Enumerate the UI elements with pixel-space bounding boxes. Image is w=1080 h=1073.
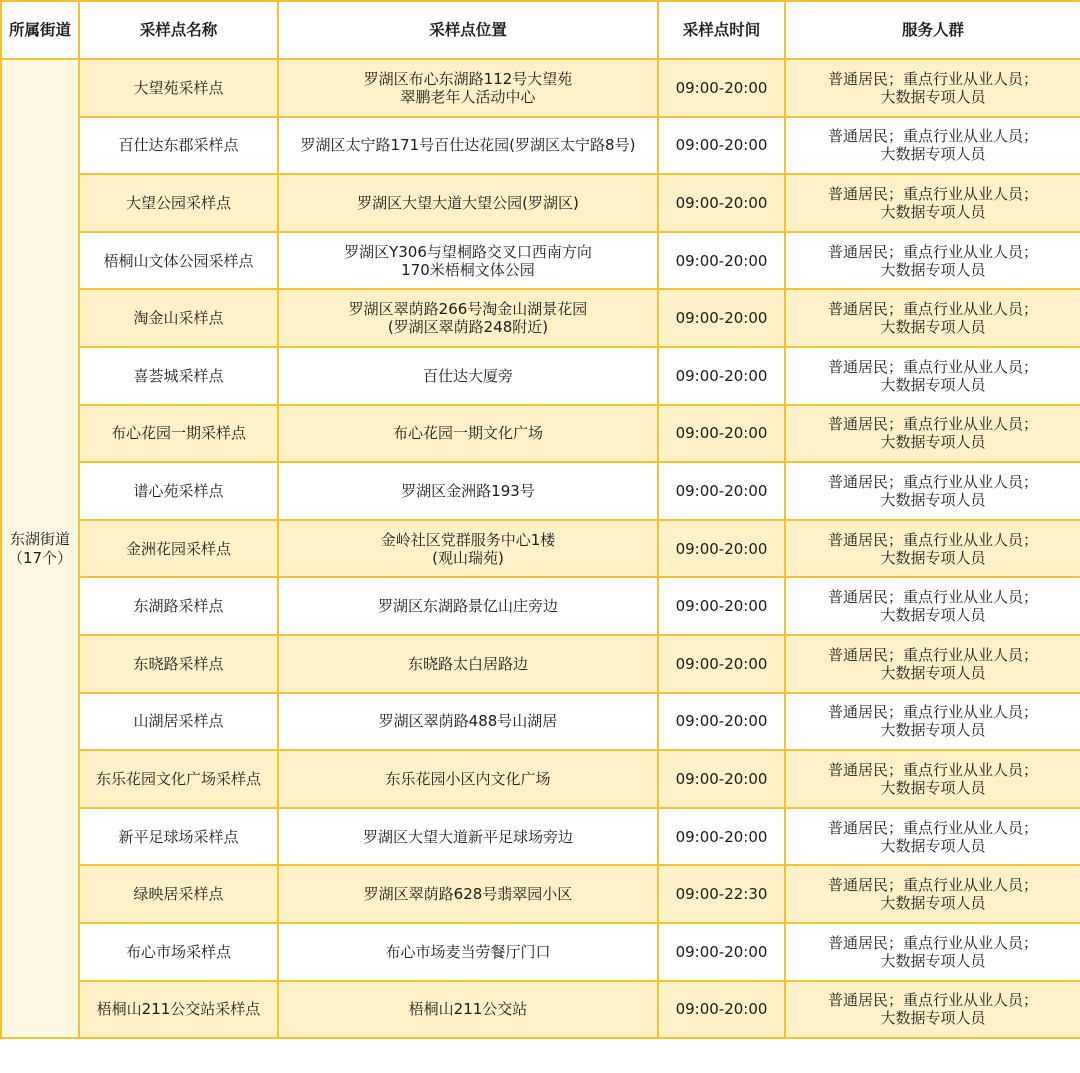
site-location-line: 罗湖区大望大道新平足球场旁边	[362, 827, 573, 846]
site-service-line: 普通居民；重点行业从业人员；	[827, 300, 1038, 319]
site-service-line: 大数据专项人员	[880, 778, 986, 797]
site-time: 09:00-20:00	[658, 289, 785, 347]
site-name: 金洲花园采样点	[79, 520, 278, 578]
site-service	[785, 174, 1080, 232]
site-service-line: 大数据专项人员	[880, 202, 986, 221]
site-location-line: 翠鹏老年人活动中心	[400, 87, 536, 106]
table-row	[1, 923, 1080, 981]
table-row	[1, 520, 1080, 578]
site-name: 梧桐山211公交站采样点	[79, 981, 278, 1039]
site-name: 谱心苑采样点	[79, 462, 278, 520]
site-service	[785, 232, 1080, 290]
site-time: 09:00-20:00	[658, 577, 785, 635]
site-location-line: 布心市场麦当劳餐厅门口	[385, 942, 551, 961]
site-service-line: 大数据专项人员	[880, 375, 986, 394]
site-location	[278, 808, 658, 866]
site-location	[278, 174, 658, 232]
site-service-line: 普通居民；重点行业从业人员；	[827, 242, 1038, 261]
site-location-line: 罗湖区翠荫路488号山湖居	[378, 712, 558, 731]
table-row	[1, 808, 1080, 866]
site-service-line: 大数据专项人员	[880, 606, 986, 625]
site-location-line: 170米梧桐文体公园	[401, 260, 535, 279]
site-name: 百仕达东郡采样点	[79, 117, 278, 175]
site-location-line: (罗湖区翠荫路248附近)	[387, 318, 549, 337]
site-time: 09:00-20:00	[658, 232, 785, 290]
site-service-line: 普通居民；重点行业从业人员；	[827, 184, 1038, 203]
site-location-line: 东晓路太白居路边	[407, 654, 528, 673]
site-location-line: 东乐花园小区内文化广场	[385, 769, 551, 788]
table-row	[1, 59, 1080, 117]
site-location-line: 罗湖区布心东湖路112号大望苑	[363, 69, 573, 88]
site-location	[278, 117, 658, 175]
site-service	[785, 289, 1080, 347]
site-service-line: 普通居民；重点行业从业人员；	[827, 530, 1038, 549]
table-row	[1, 981, 1080, 1039]
header-row	[1, 1, 1080, 59]
site-service	[785, 750, 1080, 808]
site-service-line: 大数据专项人员	[880, 318, 986, 337]
site-service	[785, 347, 1080, 405]
site-service	[785, 405, 1080, 463]
site-location	[278, 232, 658, 290]
site-service-line: 普通居民；重点行业从业人员；	[827, 703, 1038, 722]
table-row	[1, 232, 1080, 290]
site-service	[785, 693, 1080, 751]
site-service	[785, 923, 1080, 981]
site-location-line: 罗湖区翠荫路628号翡翠园小区	[363, 885, 573, 904]
site-service-line: 大数据专项人员	[880, 836, 986, 855]
site-location-line: 罗湖区东湖路景亿山庄旁边	[377, 597, 558, 616]
table-row	[1, 347, 1080, 405]
site-service-line: 普通居民；重点行业从业人员；	[827, 357, 1038, 376]
site-service	[785, 635, 1080, 693]
site-location	[278, 577, 658, 635]
site-service	[785, 865, 1080, 923]
site-service-line: 大数据专项人员	[880, 433, 986, 452]
site-service-line: 大数据专项人员	[880, 260, 986, 279]
site-name: 淘金山采样点	[79, 289, 278, 347]
site-location-line: 罗湖区大望大道大望公园(罗湖区)	[357, 193, 579, 212]
site-location	[278, 59, 658, 117]
table-row	[1, 174, 1080, 232]
header-time: 采样点时间	[658, 1, 785, 59]
site-service-line: 大数据专项人员	[880, 490, 986, 509]
site-service-line: 大数据专项人员	[880, 145, 986, 164]
site-service	[785, 117, 1080, 175]
table-row	[1, 289, 1080, 347]
site-location	[278, 520, 658, 578]
site-service-line: 普通居民；重点行业从业人员；	[827, 876, 1038, 895]
site-name: 喜荟城采样点	[79, 347, 278, 405]
district-cell	[1, 59, 79, 1038]
site-time: 09:00-22:30	[658, 865, 785, 923]
table-row	[1, 635, 1080, 693]
site-name: 东乐花园文化广场采样点	[79, 750, 278, 808]
site-location-line: 罗湖区太宁路171号百仕达花园(罗湖区太宁路8号)	[300, 136, 636, 155]
site-location	[278, 635, 658, 693]
district-count: （17个）	[7, 548, 73, 567]
site-service-line: 大数据专项人员	[880, 951, 986, 970]
table-row	[1, 865, 1080, 923]
site-service	[785, 981, 1080, 1039]
site-location-line: 布心花园一期文化广场	[392, 424, 543, 443]
site-name: 东湖路采样点	[79, 577, 278, 635]
site-location	[278, 289, 658, 347]
table-header	[1, 1, 1080, 59]
site-name: 山湖居采样点	[79, 693, 278, 751]
table-row	[1, 462, 1080, 520]
site-service	[785, 462, 1080, 520]
table-row	[1, 750, 1080, 808]
site-time: 09:00-20:00	[658, 750, 785, 808]
site-service-line: 普通居民；重点行业从业人员；	[827, 645, 1038, 664]
site-location-line: 梧桐山211公交站	[408, 1000, 528, 1019]
site-service	[785, 59, 1080, 117]
site-time: 09:00-20:00	[658, 981, 785, 1039]
site-location-line: 罗湖区金洲路193号	[401, 481, 535, 500]
site-time: 09:00-20:00	[658, 635, 785, 693]
site-service-line: 普通居民；重点行业从业人员；	[827, 760, 1038, 779]
site-time: 09:00-20:00	[658, 923, 785, 981]
site-service-line: 普通居民；重点行业从业人员；	[827, 588, 1038, 607]
site-service-line: 普通居民；重点行业从业人员；	[827, 127, 1038, 146]
site-location-line: (观山瑞苑)	[432, 548, 504, 567]
site-time: 09:00-20:00	[658, 520, 785, 578]
site-location-line: 金岭社区党群服务中心1楼	[380, 530, 556, 549]
site-service-line: 大数据专项人员	[880, 87, 986, 106]
site-location	[278, 693, 658, 751]
header-name: 采样点名称	[79, 1, 278, 59]
site-time: 09:00-20:00	[658, 462, 785, 520]
site-location-line: 罗湖区翠荫路266号淘金山湖景花园	[348, 300, 588, 319]
site-service-line: 大数据专项人员	[880, 721, 986, 740]
site-location	[278, 405, 658, 463]
table-row	[1, 405, 1080, 463]
site-location	[278, 750, 658, 808]
site-name: 大望公园采样点	[79, 174, 278, 232]
site-location-line: 罗湖区Y306与望桐路交叉口西南方向	[344, 242, 592, 261]
site-time: 09:00-20:00	[658, 347, 785, 405]
header-district: 所属街道	[1, 1, 79, 59]
site-time: 09:00-20:00	[658, 117, 785, 175]
site-location	[278, 923, 658, 981]
site-location-line: 百仕达大厦旁	[422, 366, 513, 385]
site-name: 布心花园一期采样点	[79, 405, 278, 463]
site-name: 东晓路采样点	[79, 635, 278, 693]
site-service-line: 大数据专项人员	[880, 894, 986, 913]
table-row	[1, 693, 1080, 751]
site-service	[785, 520, 1080, 578]
header-location: 采样点位置	[278, 1, 658, 59]
site-name: 梧桐山文体公园采样点	[79, 232, 278, 290]
district-name: 东湖街道	[9, 529, 70, 548]
site-time: 09:00-20:00	[658, 59, 785, 117]
site-service-line: 普通居民；重点行业从业人员；	[827, 818, 1038, 837]
site-service-line: 大数据专项人员	[880, 1009, 986, 1028]
site-name: 绿映居采样点	[79, 865, 278, 923]
site-name: 大望苑采样点	[79, 59, 278, 117]
site-service	[785, 577, 1080, 635]
header-service: 服务人群	[785, 1, 1080, 59]
site-time: 09:00-20:00	[658, 174, 785, 232]
site-service-line: 大数据专项人员	[880, 548, 986, 567]
site-name: 新平足球场采样点	[79, 808, 278, 866]
site-location	[278, 981, 658, 1039]
site-name: 布心市场采样点	[79, 923, 278, 981]
site-location	[278, 347, 658, 405]
site-time: 09:00-20:00	[658, 693, 785, 751]
site-service-line: 普通居民；重点行业从业人员；	[827, 415, 1038, 434]
table-row	[1, 577, 1080, 635]
site-service	[785, 808, 1080, 866]
site-time: 09:00-20:00	[658, 405, 785, 463]
site-service-line: 普通居民；重点行业从业人员；	[827, 991, 1038, 1010]
table-row	[1, 117, 1080, 175]
site-location	[278, 462, 658, 520]
site-time: 09:00-20:00	[658, 808, 785, 866]
site-location	[278, 865, 658, 923]
site-service-line: 普通居民；重点行业从业人员；	[827, 933, 1038, 952]
site-service-line: 普通居民；重点行业从业人员；	[827, 472, 1038, 491]
table-body	[1, 59, 1080, 1038]
site-service-line: 普通居民；重点行业从业人员；	[827, 69, 1038, 88]
site-service-line: 大数据专项人员	[880, 663, 986, 682]
